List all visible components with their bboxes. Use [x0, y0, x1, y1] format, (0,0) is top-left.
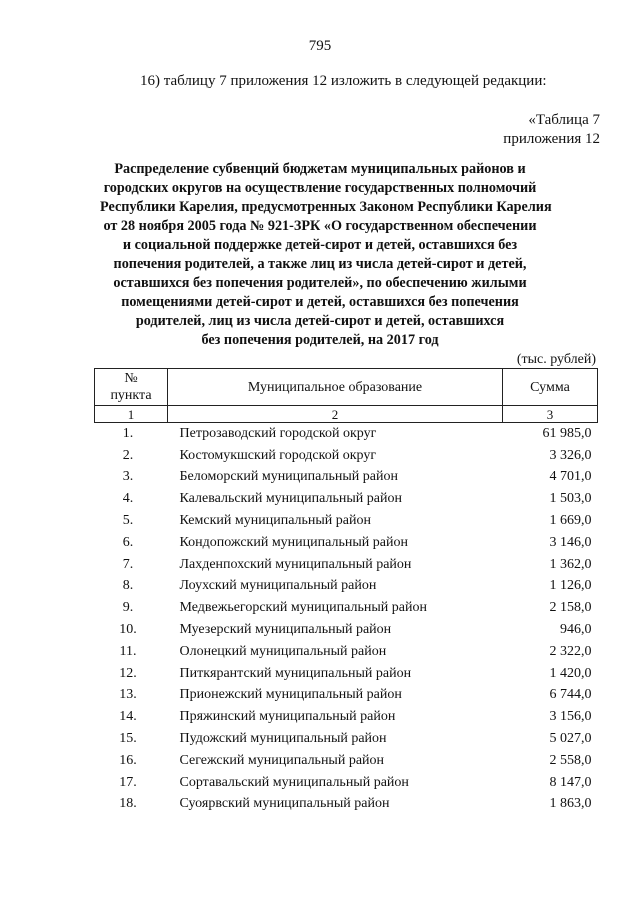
- sum-value: 2 322,0: [549, 643, 592, 659]
- sum-value: 1 863,0: [549, 796, 592, 812]
- municipality-name: Сегежский муниципальный район: [179, 752, 385, 768]
- municipality-name: Суоярвский муниципальный район: [179, 796, 390, 812]
- sum-value: 61 985,0: [542, 425, 592, 441]
- municipality-name: Калевальский муниципальный район: [179, 491, 402, 507]
- table-row: [95, 685, 598, 707]
- municipality-name: Кемский муниципальный район: [179, 513, 371, 529]
- table-row: [95, 488, 598, 510]
- table-header-row: [95, 369, 598, 406]
- sum-value: 2 558,0: [549, 752, 592, 768]
- table-row: [95, 706, 598, 728]
- table-row: [95, 554, 598, 576]
- row-number: 5.: [122, 513, 134, 529]
- table-title: [100, 160, 552, 350]
- subvention-table: [94, 368, 598, 815]
- table-row: [95, 641, 598, 663]
- header-item-word: пункта: [110, 388, 152, 403]
- municipality-name: Пряжинский муниципальный район: [179, 709, 396, 725]
- units-label: (тыс. рублей): [516, 352, 596, 367]
- sum-value: 6 744,0: [549, 687, 592, 703]
- title-line: от 28 ноября 2005 года № 921-ЗРК «О государственном обеспечении: [103, 218, 537, 234]
- title-line: городских округов на осуществление государственных полномочий: [103, 180, 537, 196]
- column-number: 2: [168, 406, 503, 423]
- sum-value: 3 146,0: [549, 534, 592, 550]
- municipality-name: Лахденпохский муниципальный район: [179, 556, 412, 572]
- table-row: [95, 576, 598, 598]
- municipality-name: Пудожский муниципальный район: [179, 731, 387, 747]
- table-row: [95, 619, 598, 641]
- header-item-number: [95, 369, 168, 406]
- row-number: 9.: [122, 600, 134, 616]
- row-number: 4.: [122, 491, 134, 507]
- municipality-name: Лоухский муниципальный район: [179, 578, 377, 594]
- table-ref-line-2: приложения 12: [503, 131, 600, 147]
- sum-value: 4 701,0: [549, 469, 592, 485]
- sum-value: 1 503,0: [549, 491, 592, 507]
- municipality-name: Кондопожский муниципальный район: [179, 534, 408, 550]
- row-number: 15.: [119, 731, 137, 747]
- title-line: без попечения родителей, на 2017 год: [201, 332, 439, 348]
- row-number: 13.: [119, 687, 137, 703]
- sum-value: 1 362,0: [549, 556, 592, 572]
- sum-value: 3 326,0: [549, 447, 592, 463]
- row-number: 11.: [119, 643, 137, 659]
- sum-value: 1 420,0: [549, 665, 592, 681]
- sum-value: 5 027,0: [549, 731, 592, 747]
- row-number: 1.: [122, 425, 134, 441]
- table-row: [95, 467, 598, 489]
- page-number: 795: [308, 38, 332, 54]
- row-number: 16.: [119, 752, 137, 768]
- row-number: 17.: [119, 774, 137, 790]
- title-line: Республики Карелия, предусмотренных Законом Республики Карелия: [100, 199, 552, 215]
- header-municipality: Муниципальное образование: [168, 369, 503, 406]
- sum-value: 3 156,0: [549, 709, 592, 725]
- table-row: [95, 445, 598, 467]
- municipality-name: Костомукшский городской округ: [179, 447, 377, 463]
- sum-value: 946,0: [560, 622, 592, 638]
- title-line: и социальной поддержке детей-сирот и детей, оставшихся без: [122, 237, 518, 253]
- sum-value: 2 158,0: [549, 600, 592, 616]
- column-number-row: [95, 406, 598, 423]
- table-row: [95, 597, 598, 619]
- row-number: 8.: [122, 578, 134, 594]
- municipality-name: Прионежский муниципальный район: [179, 687, 402, 703]
- table-row: [95, 728, 598, 750]
- sum-value: 1 669,0: [549, 513, 592, 529]
- title-line: родителей, лиц из числа детей-сирот и детей, оставшихся: [135, 313, 505, 329]
- row-number: 7.: [122, 556, 134, 572]
- table-ref-line-1: «Таблица 7: [528, 112, 600, 128]
- sum-value: 8 147,0: [549, 774, 592, 790]
- municipality-name: Медвежьегорский муниципальный район: [179, 600, 427, 616]
- municipality-name: Сортавальский муниципальный район: [179, 774, 409, 790]
- table-row: [95, 532, 598, 554]
- intro-paragraph: 16) таблицу 7 приложения 12 изложить в следующей редакции:: [140, 73, 547, 89]
- table-row: [95, 750, 598, 772]
- row-number: 14.: [119, 709, 137, 725]
- title-line: помещениями детей-сирот и детей, оставшихся без попечения: [121, 294, 519, 310]
- row-number: 18.: [119, 796, 137, 812]
- municipality-name: Беломорский муниципальный район: [179, 469, 398, 485]
- municipality-name: Петрозаводский городской округ: [179, 425, 377, 441]
- table-reference: [503, 111, 600, 149]
- municipality-name: Питкярантский муниципальный район: [179, 665, 412, 681]
- row-number: 3.: [122, 469, 134, 485]
- table-row: [95, 663, 598, 685]
- table-row: [95, 510, 598, 532]
- title-line: оставшихся без попечения родителей», по обеспечению жилыми: [113, 275, 527, 291]
- title-line: попечения родителей, а также лиц из числа детей-сирот и детей,: [113, 256, 527, 272]
- table-row: [95, 772, 598, 794]
- header-number-sign: №: [124, 371, 138, 386]
- table-row: [95, 423, 598, 445]
- row-number: 12.: [119, 665, 137, 681]
- municipality-name: Муезерский муниципальный район: [179, 622, 392, 638]
- sum-value: 1 126,0: [549, 578, 592, 594]
- table-row: [95, 794, 598, 816]
- row-number: 10.: [119, 622, 137, 638]
- column-number: 1: [95, 406, 168, 423]
- row-number: 2.: [122, 447, 134, 463]
- row-number: 6.: [122, 534, 134, 550]
- header-sum: Сумма: [503, 369, 598, 406]
- title-line: Распределение субвенций бюджетам муниципальных районов и: [114, 161, 526, 177]
- column-number: 3: [503, 406, 598, 423]
- municipality-name: Олонецкий муниципальный район: [179, 643, 387, 659]
